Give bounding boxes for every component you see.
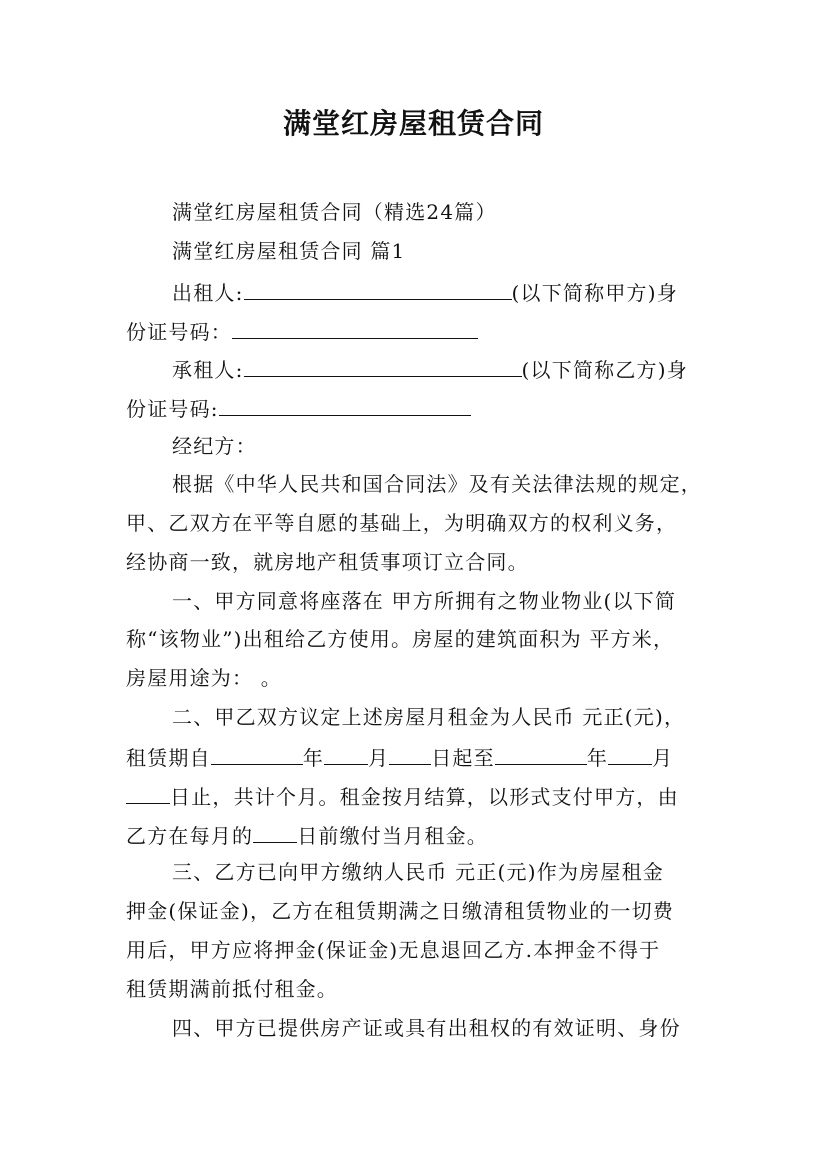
lessee-id-line: [126, 395, 471, 421]
month-label: 月: [368, 746, 390, 770]
lessee-id-blank: [219, 395, 471, 416]
payment-label: 乙方在每月的: [126, 824, 254, 848]
end-year-blank: [495, 744, 587, 765]
section-heading: 满堂红房屋租赁合同 篇1: [172, 239, 406, 263]
start-year-blank: [211, 744, 303, 765]
end-month-blank: [608, 744, 652, 765]
lease-end-text: 日止，共计个月。租金按月结算，以形式支付甲方，由: [170, 785, 679, 809]
document-title: 满堂红房屋租赁合同: [282, 107, 544, 140]
lease-period-line: [126, 744, 673, 770]
broker-line: 经纪方：: [172, 434, 257, 458]
year-label: 年: [302, 746, 325, 770]
paragraph-line: 用后，甲方应将押金(保证金)无息退回乙方.本押金不得于: [126, 938, 661, 962]
lessee-suffix: (以下简称乙方)身: [521, 358, 688, 382]
lessor-blank: [244, 279, 512, 300]
month-label: 月: [652, 746, 674, 770]
payment-text: 日前缴付当月租金。: [297, 824, 489, 848]
payment-line: [126, 822, 488, 848]
start-day-blank: [389, 744, 431, 765]
lessor-line: [172, 279, 678, 305]
paragraph-line: 根据《中华人民共和国合同法》及有关法律法规的规定，: [172, 472, 702, 496]
paragraph-line: 租赁期满前抵付租金。: [126, 977, 338, 1001]
lease-end-line: [126, 783, 679, 809]
lease-period-label: 租赁期自: [126, 746, 211, 770]
payment-day-blank: [253, 822, 297, 843]
paragraph-line: 四、甲方已提供房产证或具有出租权的有效证明、身份: [172, 1016, 681, 1040]
subtitle-line: 满堂红房屋租赁合同（精选24篇）: [172, 200, 497, 224]
lessee-line: [172, 356, 688, 382]
lessor-suffix: (以下简称甲方)身: [511, 281, 678, 305]
paragraph-line: 三、乙方已向甲方缴纳人民币 元正(元)作为房屋租金: [172, 860, 664, 884]
paragraph-line: 称“该物业”)出租给乙方使用。房屋的建筑面积为 平方米，: [126, 627, 675, 651]
lessee-blank: [244, 356, 522, 377]
paragraph-line: 经协商一致，就房地产租赁事项订立合同。: [126, 550, 529, 574]
paragraph-line: 押金(保证金)，乙方在租赁期满之日缴清租赁物业的一切费: [126, 899, 675, 923]
paragraph-line: 房屋用途为： 。: [126, 666, 282, 690]
end-day-blank: [126, 783, 170, 804]
until-label: 日起至: [431, 746, 495, 770]
lessor-id-blank: [232, 318, 478, 339]
lessee-label: 承租人:: [172, 358, 244, 382]
paragraph-line: 甲、乙双方在平等自愿的基础上，为明确双方的权利义务，: [126, 511, 678, 535]
lessee-id-label: 份证号码:: [126, 397, 219, 421]
lessor-id-label: 份证号码：: [126, 320, 232, 344]
year-label: 年: [586, 746, 609, 770]
paragraph-line: 二、甲乙双方议定上述房屋月租金为人民币 元正(元)，: [172, 705, 686, 729]
lessor-label: 出租人:: [172, 281, 244, 305]
lessor-id-line: [126, 318, 478, 344]
paragraph-line: 一、甲方同意将座落在 甲方所拥有之物业物业(以下简: [172, 589, 677, 613]
start-month-blank: [324, 744, 368, 765]
